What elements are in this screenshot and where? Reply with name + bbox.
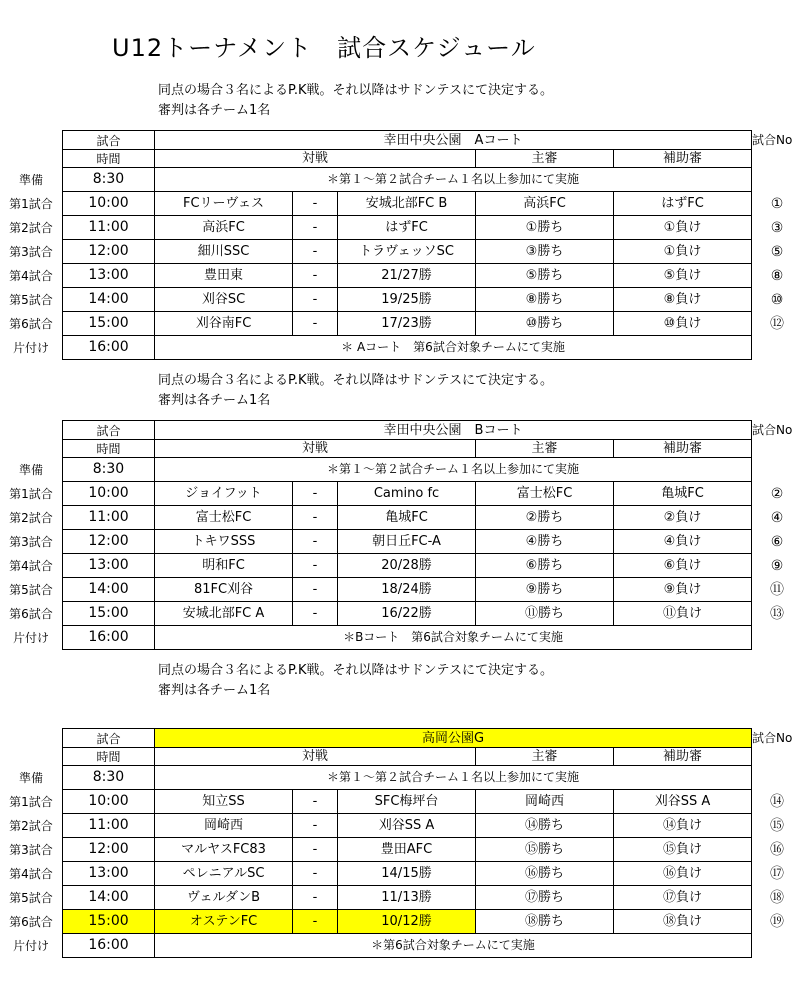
assistant-referee-cell: ⑱負け bbox=[614, 910, 752, 934]
match-number: ⑧ bbox=[770, 268, 784, 284]
referee-cell: ⑨勝ち bbox=[476, 578, 614, 602]
team2-cell: SFC梅坪台 bbox=[338, 790, 476, 814]
venue-name: 幸田中央公園 Bコート bbox=[155, 420, 752, 440]
time-cell: 16:00 bbox=[62, 934, 155, 958]
vs-cell: - bbox=[293, 288, 338, 312]
assistant-referee-cell: ⑰負け bbox=[614, 886, 752, 910]
referee-cell: 岡崎西 bbox=[476, 790, 614, 814]
referee-cell: ⑱勝ち bbox=[476, 910, 614, 934]
row-label: 第3試合 bbox=[9, 535, 53, 549]
team2-cell: 19/25勝 bbox=[338, 288, 476, 312]
time-cell: 14:00 bbox=[62, 288, 155, 312]
assistant-referee-cell: ⑮負け bbox=[614, 838, 752, 862]
prep-note: ＊第１～第２試合チーム１名以上参加にて実施 bbox=[155, 766, 752, 790]
time-cell: 11:00 bbox=[62, 814, 155, 838]
match-number: ⑰ bbox=[770, 866, 784, 882]
match-number: ⑤ bbox=[770, 244, 784, 260]
team2-cell: Camino fc bbox=[338, 482, 476, 506]
header-shushin: 主審 bbox=[476, 440, 614, 458]
table-header-row bbox=[0, 728, 807, 748]
row-label: 第4試合 bbox=[9, 559, 53, 573]
cleanup-note: ＊第6試合対象チームにて実施 bbox=[155, 934, 752, 958]
team1-cell: 富士松FC bbox=[155, 506, 293, 530]
vs-cell: - bbox=[293, 814, 338, 838]
team1-cell: 細川SSC bbox=[155, 240, 293, 264]
team1-cell: ペレニアルSC bbox=[155, 862, 293, 886]
team1-cell: オステンFC bbox=[155, 910, 293, 934]
match-row bbox=[0, 530, 807, 554]
match-row bbox=[0, 602, 807, 626]
team1-cell: 明和FC bbox=[155, 554, 293, 578]
vs-cell: - bbox=[293, 506, 338, 530]
row-label: 第2試合 bbox=[9, 221, 53, 235]
header-jikan: 時間 bbox=[62, 150, 155, 168]
team2-cell: 16/22勝 bbox=[338, 602, 476, 626]
vs-cell: - bbox=[293, 554, 338, 578]
assistant-referee-cell: ⑪負け bbox=[614, 602, 752, 626]
referee-cell: ②勝ち bbox=[476, 506, 614, 530]
table-header-row bbox=[0, 748, 807, 766]
assistant-referee-cell: ⑥負け bbox=[614, 554, 752, 578]
header-hojo: 補助審 bbox=[614, 440, 752, 458]
cleanup-row bbox=[0, 336, 807, 360]
time-cell: 15:00 bbox=[62, 312, 155, 336]
cleanup-row bbox=[0, 626, 807, 650]
team1-cell: 刈谷SC bbox=[155, 288, 293, 312]
header-hojo: 補助審 bbox=[614, 748, 752, 766]
header-taisen: 対戦 bbox=[155, 150, 476, 168]
referee-cell: ⑩勝ち bbox=[476, 312, 614, 336]
table-header-row bbox=[0, 150, 807, 168]
row-label: 第3試合 bbox=[9, 245, 53, 259]
vs-cell: - bbox=[293, 240, 338, 264]
time-cell: 12:00 bbox=[62, 530, 155, 554]
prep-row bbox=[0, 766, 807, 790]
match-row bbox=[0, 264, 807, 288]
row-label: 第3試合 bbox=[9, 843, 53, 857]
referee-cell: ③勝ち bbox=[476, 240, 614, 264]
time-cell: 12:00 bbox=[62, 838, 155, 862]
row-label: 第4試合 bbox=[9, 269, 53, 283]
vs-cell: - bbox=[293, 264, 338, 288]
header-match-no: 試合No bbox=[752, 423, 793, 437]
referee-cell: ④勝ち bbox=[476, 530, 614, 554]
time-cell: 10:00 bbox=[62, 482, 155, 506]
row-label: 準備 bbox=[18, 463, 43, 477]
team1-cell: 岡崎西 bbox=[155, 814, 293, 838]
row-label: 第5試合 bbox=[9, 293, 53, 307]
row-label: 第1試合 bbox=[9, 197, 53, 211]
team2-cell: はずFC bbox=[338, 216, 476, 240]
match-row bbox=[0, 554, 807, 578]
vs-cell: - bbox=[293, 862, 338, 886]
row-label: 片付け bbox=[12, 939, 49, 953]
assistant-referee-cell: はずFC bbox=[614, 192, 752, 216]
match-row bbox=[0, 192, 807, 216]
assistant-referee-cell: ①負け bbox=[614, 216, 752, 240]
match-number: ⑥ bbox=[770, 534, 784, 550]
team2-cell: 朝日丘FC-A bbox=[338, 530, 476, 554]
team2-cell: 11/13勝 bbox=[338, 886, 476, 910]
venue-name: 高岡公園G bbox=[155, 728, 752, 748]
time-cell: 16:00 bbox=[62, 626, 155, 650]
team2-cell: 刈谷SS A bbox=[338, 814, 476, 838]
team2-cell: 14/15勝 bbox=[338, 862, 476, 886]
referee-cell: ⑪勝ち bbox=[476, 602, 614, 626]
header-taisen: 対戦 bbox=[155, 748, 476, 766]
team1-cell: 81FC刈谷 bbox=[155, 578, 293, 602]
match-number: ① bbox=[770, 196, 784, 212]
team1-cell: ヴェルダンB bbox=[155, 886, 293, 910]
prep-row bbox=[0, 168, 807, 192]
cleanup-note: ＊ Aコート 第6試合対象チームにて実施 bbox=[155, 336, 752, 360]
match-number: ⑪ bbox=[770, 582, 784, 598]
header-taisen: 対戦 bbox=[155, 440, 476, 458]
table-header-row bbox=[0, 130, 807, 150]
vs-cell: - bbox=[293, 838, 338, 862]
match-number: ⑨ bbox=[770, 558, 784, 574]
team2-cell: 10/12勝 bbox=[338, 910, 476, 934]
header-shushin: 主審 bbox=[476, 150, 614, 168]
row-label: 第4試合 bbox=[9, 867, 53, 881]
page-title: U12トーナメント 試合スケジュール bbox=[112, 34, 536, 62]
time-cell: 16:00 bbox=[62, 336, 155, 360]
match-row bbox=[0, 862, 807, 886]
row-label: 第1試合 bbox=[9, 487, 53, 501]
vs-cell: - bbox=[293, 312, 338, 336]
referee-note: 審判は各チーム1名 bbox=[158, 683, 271, 698]
row-label: 準備 bbox=[18, 771, 43, 785]
time-cell: 11:00 bbox=[62, 506, 155, 530]
match-number: ⑭ bbox=[770, 794, 784, 810]
header-shiai: 試合 bbox=[62, 728, 155, 748]
cleanup-row bbox=[0, 934, 807, 958]
team2-cell: 20/28勝 bbox=[338, 554, 476, 578]
time-cell: 15:00 bbox=[62, 910, 155, 934]
team1-cell: 豊田東 bbox=[155, 264, 293, 288]
referee-cell: ⑤勝ち bbox=[476, 264, 614, 288]
team1-cell: 知立SS bbox=[155, 790, 293, 814]
match-row bbox=[0, 506, 807, 530]
row-label: 第6試合 bbox=[9, 607, 53, 621]
match-row bbox=[0, 910, 807, 934]
rule-note: 同点の場合３名によるP.K戦。それ以降はサドンテスにて決定する。 bbox=[158, 663, 553, 678]
assistant-referee-cell: ④負け bbox=[614, 530, 752, 554]
referee-cell: ⑭勝ち bbox=[476, 814, 614, 838]
referee-cell: ⑯勝ち bbox=[476, 862, 614, 886]
row-label: 準備 bbox=[18, 173, 43, 187]
time-cell: 10:00 bbox=[62, 790, 155, 814]
team1-cell: 刈谷南FC bbox=[155, 312, 293, 336]
vs-cell: - bbox=[293, 482, 338, 506]
team1-cell: FCリーヴェス bbox=[155, 192, 293, 216]
match-row bbox=[0, 288, 807, 312]
team2-cell: トラヴェッソSC bbox=[338, 240, 476, 264]
team2-cell: 21/27勝 bbox=[338, 264, 476, 288]
time-cell: 12:00 bbox=[62, 240, 155, 264]
header-shushin: 主審 bbox=[476, 748, 614, 766]
match-row bbox=[0, 578, 807, 602]
vs-cell: - bbox=[293, 192, 338, 216]
referee-cell: ⑧勝ち bbox=[476, 288, 614, 312]
prep-note: ＊第１～第２試合チーム１名以上参加にて実施 bbox=[155, 168, 752, 192]
match-row bbox=[0, 240, 807, 264]
row-label: 第6試合 bbox=[9, 317, 53, 331]
match-number: ⑮ bbox=[770, 818, 784, 834]
time-cell: 8:30 bbox=[62, 168, 155, 192]
header-match-no: 試合No bbox=[752, 731, 793, 745]
assistant-referee-cell: ①負け bbox=[614, 240, 752, 264]
match-number: ⑬ bbox=[770, 606, 784, 622]
header-jikan: 時間 bbox=[62, 748, 155, 766]
assistant-referee-cell: ⑧負け bbox=[614, 288, 752, 312]
header-hojo: 補助審 bbox=[614, 150, 752, 168]
assistant-referee-cell: ⑯負け bbox=[614, 862, 752, 886]
match-number: ⑲ bbox=[770, 914, 784, 930]
assistant-referee-cell: ②負け bbox=[614, 506, 752, 530]
time-cell: 13:00 bbox=[62, 264, 155, 288]
match-number: ⑯ bbox=[770, 842, 784, 858]
table-header-row bbox=[0, 420, 807, 440]
time-cell: 14:00 bbox=[62, 578, 155, 602]
time-cell: 10:00 bbox=[62, 192, 155, 216]
row-label: 片付け bbox=[12, 631, 49, 645]
referee-note: 審判は各チーム1名 bbox=[158, 103, 271, 118]
assistant-referee-cell: 刈谷SS A bbox=[614, 790, 752, 814]
match-number: ⑩ bbox=[770, 292, 784, 308]
time-cell: 13:00 bbox=[62, 862, 155, 886]
header-shiai: 試合 bbox=[62, 130, 155, 150]
rule-note: 同点の場合３名によるP.K戦。それ以降はサドンテスにて決定する。 bbox=[158, 83, 553, 98]
team2-cell: 亀城FC bbox=[338, 506, 476, 530]
vs-cell: - bbox=[293, 910, 338, 934]
vs-cell: - bbox=[293, 602, 338, 626]
referee-cell: ⑰勝ち bbox=[476, 886, 614, 910]
match-row bbox=[0, 482, 807, 506]
cleanup-note: ＊Bコート 第6試合対象チームにて実施 bbox=[155, 626, 752, 650]
vs-cell: - bbox=[293, 216, 338, 240]
time-cell: 13:00 bbox=[62, 554, 155, 578]
team2-cell: 安城北部FC B bbox=[338, 192, 476, 216]
referee-cell: ①勝ち bbox=[476, 216, 614, 240]
referee-cell: ⑮勝ち bbox=[476, 838, 614, 862]
team1-cell: 安城北部FC A bbox=[155, 602, 293, 626]
vs-cell: - bbox=[293, 530, 338, 554]
header-jikan: 時間 bbox=[62, 440, 155, 458]
match-number: ② bbox=[770, 486, 784, 502]
referee-cell: 高浜FC bbox=[476, 192, 614, 216]
row-label: 第2試合 bbox=[9, 511, 53, 525]
header-match-no: 試合No bbox=[752, 133, 793, 147]
prep-note: ＊第１～第２試合チーム１名以上参加にて実施 bbox=[155, 458, 752, 482]
assistant-referee-cell: 亀城FC bbox=[614, 482, 752, 506]
referee-note: 審判は各チーム1名 bbox=[158, 393, 271, 408]
team2-cell: 18/24勝 bbox=[338, 578, 476, 602]
time-cell: 8:30 bbox=[62, 766, 155, 790]
team2-cell: 17/23勝 bbox=[338, 312, 476, 336]
vs-cell: - bbox=[293, 790, 338, 814]
match-number: ③ bbox=[770, 220, 784, 236]
team2-cell: 豊田AFC bbox=[338, 838, 476, 862]
time-cell: 11:00 bbox=[62, 216, 155, 240]
row-label: 第2試合 bbox=[9, 819, 53, 833]
assistant-referee-cell: ⑨負け bbox=[614, 578, 752, 602]
match-row bbox=[0, 814, 807, 838]
match-row bbox=[0, 886, 807, 910]
time-cell: 15:00 bbox=[62, 602, 155, 626]
team1-cell: ジョイフット bbox=[155, 482, 293, 506]
rule-note: 同点の場合３名によるP.K戦。それ以降はサドンテスにて決定する。 bbox=[158, 373, 553, 388]
row-label: 片付け bbox=[12, 341, 49, 355]
match-number: ⑱ bbox=[770, 890, 784, 906]
vs-cell: - bbox=[293, 578, 338, 602]
row-label: 第6試合 bbox=[9, 915, 53, 929]
venue-name: 幸田中央公園 Aコート bbox=[155, 130, 752, 150]
match-number: ⑫ bbox=[770, 316, 784, 332]
match-row bbox=[0, 312, 807, 336]
team1-cell: 高浜FC bbox=[155, 216, 293, 240]
match-row bbox=[0, 216, 807, 240]
team1-cell: マルヤスFC83 bbox=[155, 838, 293, 862]
time-cell: 14:00 bbox=[62, 886, 155, 910]
referee-cell: 富士松FC bbox=[476, 482, 614, 506]
prep-row bbox=[0, 458, 807, 482]
assistant-referee-cell: ⑩負け bbox=[614, 312, 752, 336]
vs-cell: - bbox=[293, 886, 338, 910]
match-number: ④ bbox=[770, 510, 784, 526]
assistant-referee-cell: ⑤負け bbox=[614, 264, 752, 288]
time-cell: 8:30 bbox=[62, 458, 155, 482]
row-label: 第5試合 bbox=[9, 583, 53, 597]
row-label: 第5試合 bbox=[9, 891, 53, 905]
referee-cell: ⑥勝ち bbox=[476, 554, 614, 578]
match-row bbox=[0, 790, 807, 814]
team1-cell: トキワSSS bbox=[155, 530, 293, 554]
assistant-referee-cell: ⑭負け bbox=[614, 814, 752, 838]
match-row bbox=[0, 838, 807, 862]
row-label: 第1試合 bbox=[9, 795, 53, 809]
table-header-row bbox=[0, 440, 807, 458]
header-shiai: 試合 bbox=[62, 420, 155, 440]
